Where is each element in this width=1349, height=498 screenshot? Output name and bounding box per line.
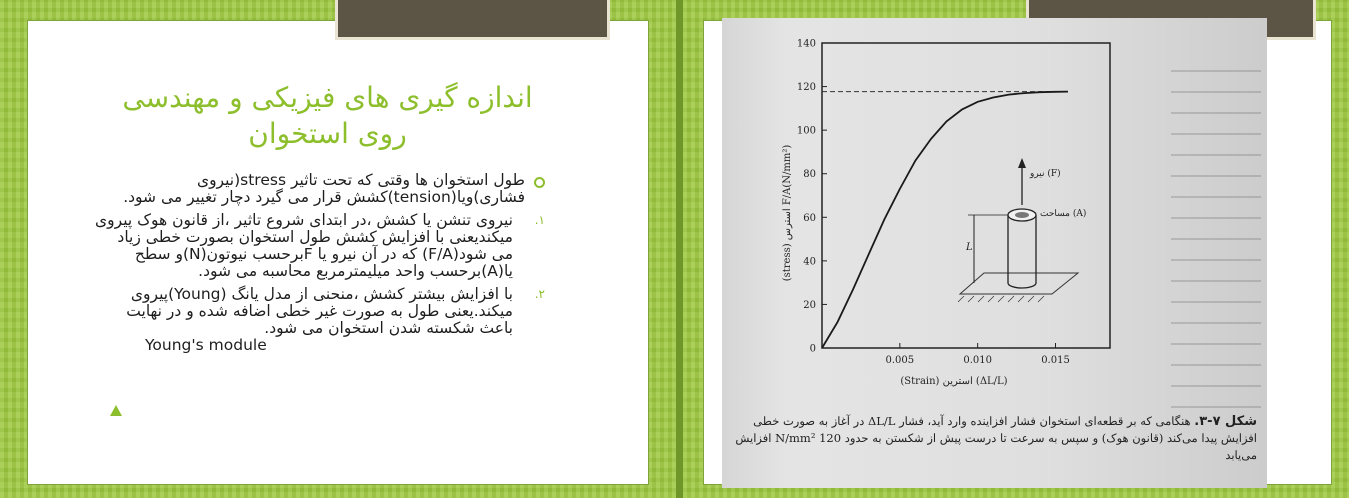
title-tab-decoration (335, 0, 610, 40)
main-bullet-text: طول استخوان ها وقتی که تحت تاثیر stress(نیروی فشاری)ویا(tension)کشش قرار می گیرد دچار تغییر می شود. (123, 171, 525, 206)
x-tick-label: 0.005 (885, 355, 915, 366)
bone-specimen-diagram (958, 158, 1086, 302)
y-tick-label: 80 (803, 169, 816, 181)
triangle-bullet-icon (110, 405, 122, 416)
y-tick-label: 20 (803, 299, 816, 311)
y-tick-label: 0 (809, 343, 816, 355)
slide-title: اندازه گیری های فیزیکی و مهندسی روی استخوان (122, 81, 533, 150)
main-bullet (95, 172, 525, 206)
y-tick-label: 40 (803, 256, 816, 268)
force-arrowhead-icon (1018, 158, 1026, 168)
hatched-area (1015, 212, 1029, 218)
list-item (95, 285, 545, 354)
ground-hatching (958, 296, 1044, 302)
force-label: نیرو (F) (1030, 169, 1061, 179)
base-plate (960, 273, 1078, 294)
slide-divider (676, 0, 683, 498)
y-tick-label: 100 (796, 125, 816, 137)
list-item-number: ۲. (534, 287, 545, 301)
y-tick-label: 120 (796, 82, 816, 94)
y-axis-label-text: (stress) استرس F/A(N/mm²) (782, 144, 793, 282)
bullet-ring-icon (534, 177, 545, 188)
list-item-text: با افزایش بیشتر کشش ،منحنی از مدل یانگ (Young)پیروی میکند.یعنی طول به صورت غیر خطی اضافه شده و در نهایت باعث شکسته شدن استخوان می شود. (126, 285, 513, 337)
list-item (95, 211, 545, 280)
y-axis-label (782, 145, 793, 282)
figure-caption (722, 413, 1257, 464)
scanned-book-page (722, 18, 1267, 488)
y-tick-label: 60 (803, 212, 816, 224)
list-item-number: ۱. (534, 213, 545, 227)
y-tick-label: 140 (796, 38, 816, 50)
caption-text: هنگامی که بر قطعه‌ای استخوان فشار افزاینده وارد آید، فشار ΔL/L در آغاز به صورت خطی افزایش پیدا می‌کند (قانون هوک) و سپس به سرعت تا درست پیش از شکستن به حدود 120 N/mm² افزایش می‌یابد (735, 414, 1257, 462)
x-axis-label: (Strain) استرین (ΔL/L) (900, 376, 1008, 387)
x-tick-label: 0.015 (1041, 355, 1070, 366)
caption-label: شکل ۷-۳. (1194, 414, 1257, 429)
x-tick-label: 0.010 (963, 355, 992, 366)
cylinder-bottom (1008, 283, 1036, 288)
plot-frame (822, 43, 1110, 348)
list-item-text: نیروی تنشن یا کشش ،در ابتدای شروع تاثیر ،از قانون هوک پیروی میکندیعنی با افزایش کشش طول استخوان بصورت خطی زیاد می شود(F/A) که در آن نیرو یا Fبرحسب نیوتون(N)و سطح یا(A)برحسب واحد میلیمترمربع محاسبه می شود. (95, 211, 513, 280)
slide-body (95, 171, 545, 360)
stress-strain-chart (722, 18, 1267, 413)
area-label: مساحت (A) (1040, 209, 1087, 219)
list-item-tail: Young's module (145, 336, 267, 354)
length-label: L (966, 242, 973, 253)
